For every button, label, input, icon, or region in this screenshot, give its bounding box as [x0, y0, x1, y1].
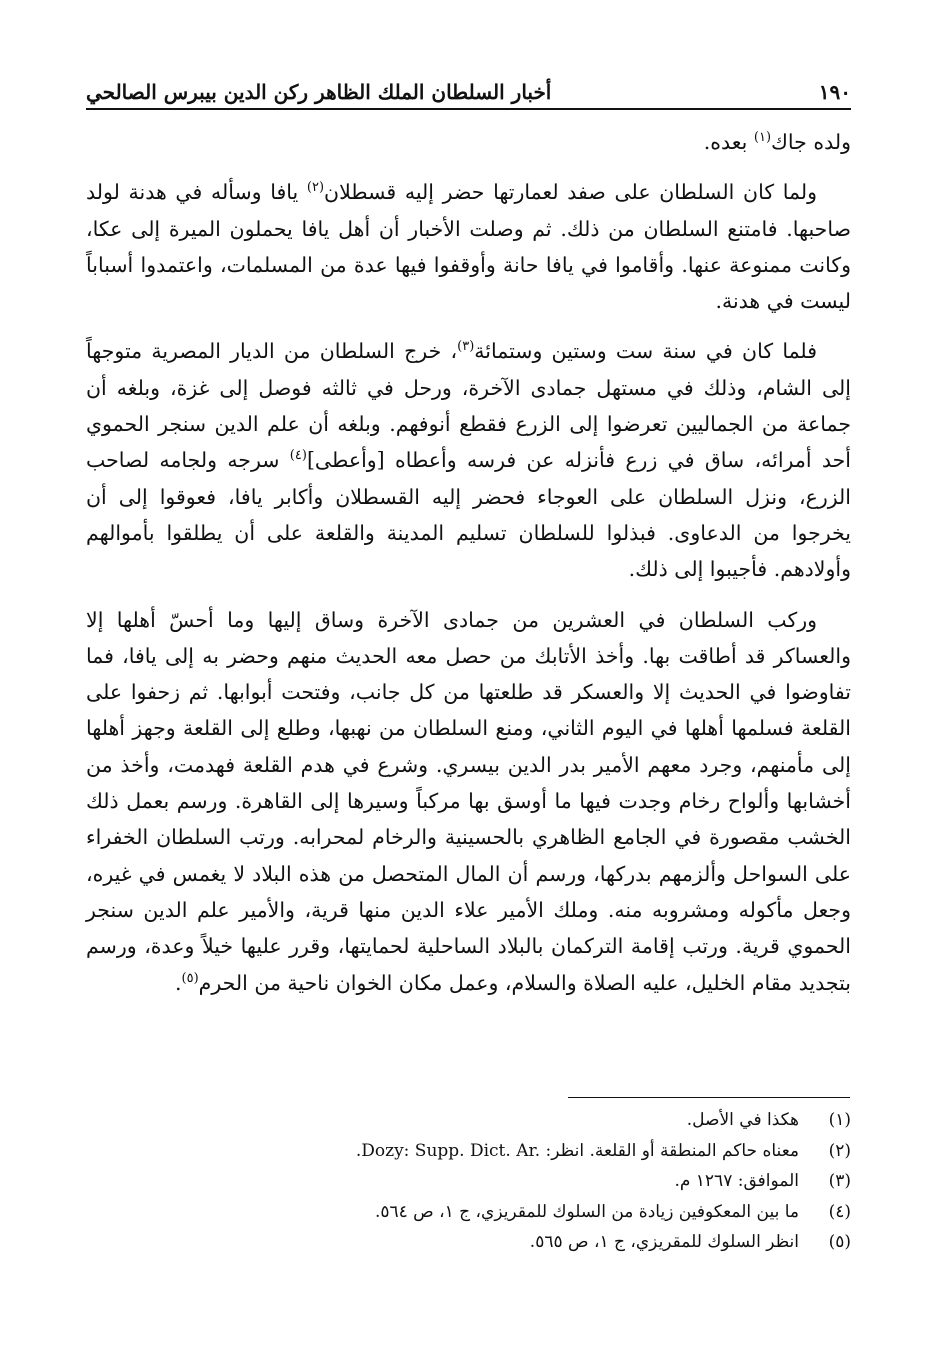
text-run: سرجه ولجامه لصاحب الزرع، ونزل السلطان على العوجاء فحضر إليه القسطلان وأكابر يافا، فعوقوا إلى أن يخرجوا من الدعاوى. فبذلوا للسلطان تسليم المدينة والقلعة على أن يطلقوا بأموالهم وأولادهم. فأجيبوا إلى ذلك. [86, 448, 851, 582]
paragraph [86, 174, 851, 319]
footnote-ref: (١) [753, 130, 772, 146]
footnote-number: (٢) [828, 1140, 851, 1161]
main-text [86, 124, 851, 1001]
footnote-latin-ref: Dozy: Supp. Dict. Ar. [361, 1140, 541, 1161]
footnote [86, 1136, 851, 1167]
footnote-number: (٤) [828, 1201, 851, 1222]
footnote-text: انظر السلوك للمقريزي، ج ١، ص ٥٦٥. [529, 1232, 799, 1252]
text-run: ، خرج السلطان من الديار المصرية متوجهاً إلى الشام، وذلك في مستهل جمادى الآخرة، ورحل في ثالثه فوصل إلى غزة، وبلغه أن جماعة من الجماليين تعرضوا إلى الزرع فقطع أنوفهم. وبلغه أن علم الدين سنجر الحموي أحد أمرائه، ساق في زرع فأنزله عن فرسه وأعطاه [وأعطى] [86, 339, 851, 473]
footnote-text-wrapper [86, 1136, 799, 1167]
text-run: فلما كان في سنة ست وستين وستمائة [474, 339, 818, 364]
page-header [86, 70, 851, 110]
footnote-number: (٣) [828, 1171, 851, 1191]
footnote-ref: (٣) [457, 339, 475, 355]
text-run: بعده. [703, 130, 754, 154]
footnote-end: . [355, 1140, 362, 1161]
footnote [86, 1166, 851, 1197]
footnote [86, 1105, 851, 1136]
page-number: ١٩٠ [818, 80, 851, 104]
footnote-number: (٥) [828, 1232, 851, 1252]
paragraph [86, 602, 851, 1001]
footnotes [86, 1105, 851, 1258]
text-run: ولده جاك [771, 130, 851, 154]
paragraph-continuation [86, 124, 851, 160]
text-run: يافا وسأله في هدنة لولد صاحبها. فامتنع السلطان من ذلك. ثم وصلت الأخبار أن أهل يافا يحملون الميرة إلى عكا، وكانت ممنوعة عنها. وأقاموا في يافا حانة وأوقفوا فيها عدة من المسلمات، واعتمدوا أسباباً ليست في هدنة. [86, 180, 851, 314]
footnote-text: الموافق: ١٢٦٧ م. [674, 1171, 799, 1191]
footnote [86, 1197, 851, 1228]
footnote-text: ما بين المعكوفين زيادة من السلوك للمقريزي، ج ١، ص ٥٦٤. [374, 1201, 799, 1222]
text-run: وركب السلطان في العشرين من جمادى الآخرة وساق إليها وما أحسّ أهلها إلا والعساكر قد أطاقت بها. وأخذ الأتابك من حصل معه الحديث منهم وحضر به إلى يافا، فما تفاوضوا في الحديث إلا والعسكر قد طلعتها من كل جانب، وفتحت أبوابها. ثم زحفوا على القلعة فسلمها أهلها في اليوم الثاني، ومنع السلطان من نهبها، وطلع إلى القلعة وجهز أهلها إلى مأمنهم، وجرد معهم الأمير بدر الدين بيسري. وشرع في هدم القلعة فهدمت، وأخذ من أخشابها وألواح رخام وجدت فيها ما أوسق بها مركباً وسيرها إلى القاهرة. ورسم بعمل ذلك الخشب مقصورة في الجامع الظاهري بالحسينية والرخام لمحرابه. ورتب السلطان الخفراء على السواحل وألزمهم بدركها، ورسم أن المال المتحصل من هذه البلاد لا يغمس في غيره، وجعل مأكوله ومشروبه منه. وملك الأمير علاء الدين منها قرية، والأمير علم الدين سنجر الحموي قرية. ورتب إقامة التركمان بالبلاد الساحلية لحمايتها، وقرر عليها خيلاً وعدة، ورسم بتجديد مقام الخليل، عليه الصلاة والسلام، وعمل مكان الخوان ناحية من الحرم [86, 607, 851, 995]
footnote-ref: (٤) [289, 448, 307, 464]
footnote-number: (١) [828, 1110, 851, 1130]
footnote-text: معناه حاكم المنطقة أو القلعة. انظر: [545, 1140, 799, 1161]
footnote-text: هكذا في الأصل. [686, 1110, 799, 1130]
footnote-ref: (٢) [306, 180, 325, 196]
paragraph [86, 333, 851, 587]
text-run: ولما كان السلطان على صفد لعمارتها حضر إليه قسطلان [324, 180, 817, 205]
running-title: أخبار السلطان الملك الظاهر ركن الدين بيبرس الصالحي [86, 80, 552, 104]
text-run: . [174, 970, 182, 995]
footnote-ref: (٥) [181, 970, 199, 986]
footnote-separator [568, 1097, 850, 1098]
footnote [86, 1227, 851, 1258]
